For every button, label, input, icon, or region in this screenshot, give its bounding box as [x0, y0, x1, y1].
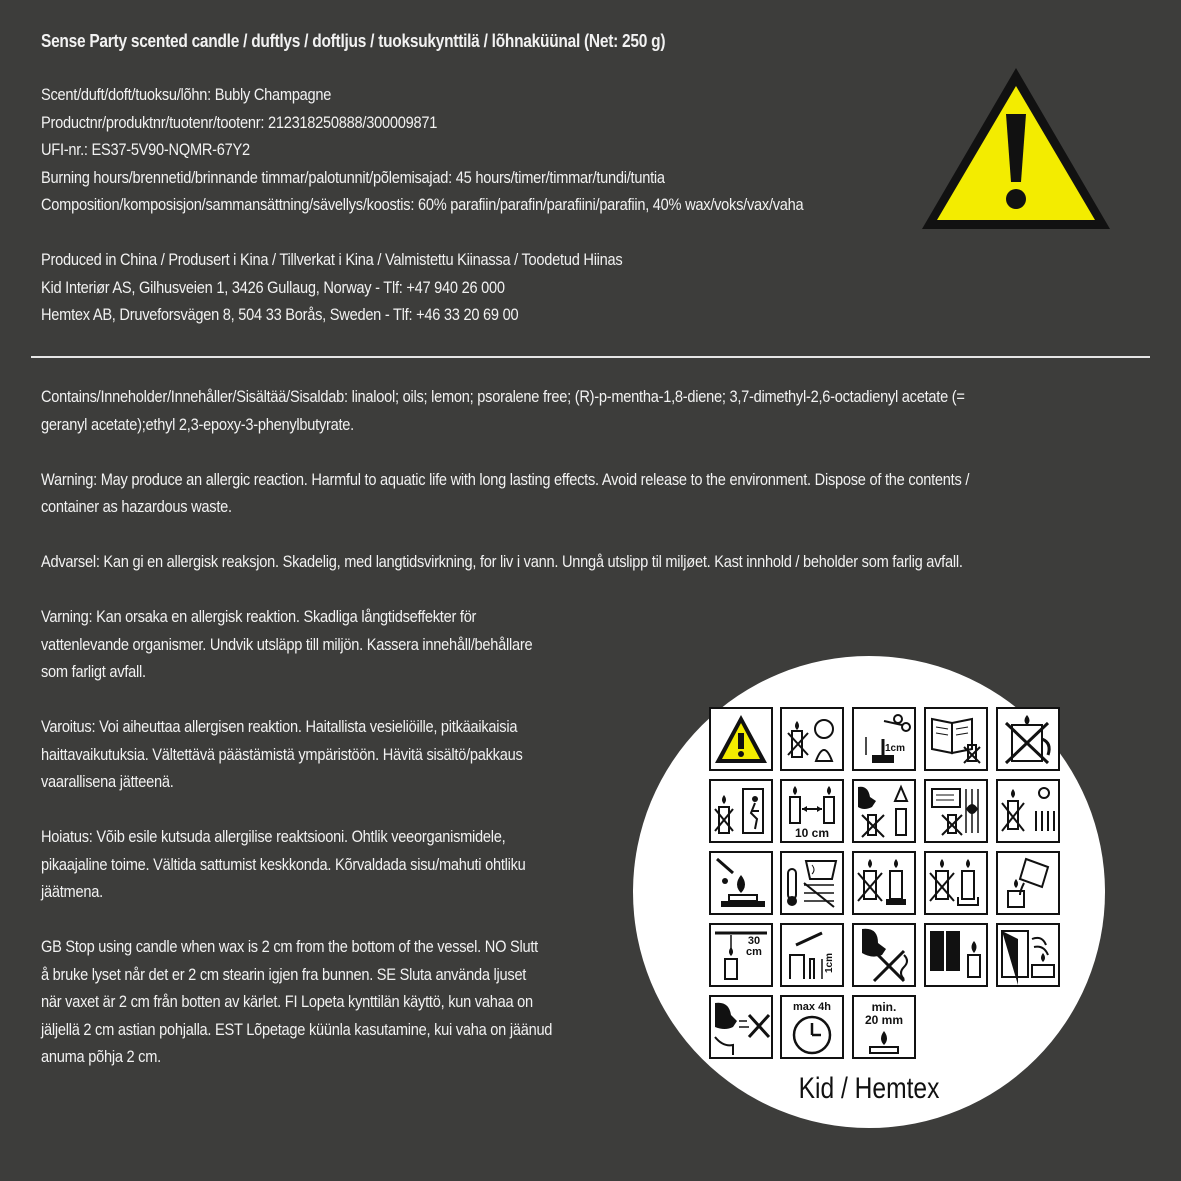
- warning-ee-line: Hoiatus: Võib esile kutsuda allergilise reaktsiooni. Ohtlik veeorganismidele,: [41, 827, 506, 846]
- wax-remaining-label: 1cm: [824, 953, 835, 974]
- min-label-2: 20 mm: [864, 1013, 904, 1027]
- do-not-move-burning-icon: [996, 707, 1060, 771]
- contains-line-1: Contains/Inneholder/Innehåller/Sisältää/Sisaldab: linalool; oils; lemon; psoralene free; (R)-p-mentha-1,8-diene; 3,7-dimethyl-2,6-octadienyl acetate (=: [41, 387, 965, 406]
- warning-pictogram-icon: [709, 707, 773, 771]
- max-burn-time-icon: [780, 995, 844, 1059]
- never-leave-unattended-icon: [709, 779, 773, 843]
- depth-label-number: 30: [747, 935, 761, 947]
- warning-en-line-2: container as hazardous waste.: [41, 497, 232, 516]
- stop-use-line: å bruke lyset når det er 2 cm stearin igjen fra bunnen. SE Sluta använda ljuset: [41, 964, 527, 984]
- warning-fi-line: haittavaikutuksia. Vältettävä päästämistä ympäristöön. Hävitä sisältö/pakkaus: [41, 744, 523, 764]
- warning-fi-line: Varoitus: Voi aiheuttaa allergisen reaktion. Haitallista vesieliöille, pitkäaikaisia: [41, 717, 518, 736]
- composition-line: Composition/komposisjon/sammansättning/sävellys/koostis: 60% parafiin/parafin/parafiini/parafiin, 40% wax/voks/vax/vaha: [41, 195, 804, 214]
- wick-length-label: 1cm: [884, 743, 905, 754]
- stop-use-line: anuma põhja 2 cm.: [41, 1047, 161, 1066]
- scent-line: Scent/duft/doft/tuoksu/lõhn: Bubly Champagne: [41, 85, 332, 104]
- warning-se-line: Varning: Kan orsaka en allergisk reaktion. Skadliga långtidseffekter för: [41, 607, 477, 626]
- read-instructions-icon: [924, 707, 988, 771]
- stop-use-line: när vaxet är 2 cm från botten av kärlet. FI Lopeta kynttilän käyttö, kun vahaa on: [41, 992, 533, 1011]
- warning-en-line-1: Warning: May produce an allergic reaction. Harmful to aquatic life with long lasting effects. Avoid release to the environment. Dispose of the contents /: [41, 469, 970, 489]
- use-heat-resistant-surface-icon: [709, 851, 773, 915]
- no-water-icon: [996, 851, 1060, 915]
- depth-label-unit: cm: [746, 946, 762, 958]
- warning-ee-line: jäätmena.: [41, 882, 103, 901]
- use-candle-holder-icon: [852, 851, 916, 915]
- warning-fi-line: vaarallisena jätteenä.: [41, 772, 174, 791]
- warning-no-line: Advarsel: Kan gi en allergisk reaksjon. Skadelig, med langtidsvirkning, for liv i vann. Unngå utslipp til miljøet. Kast innhold / beholder som farlig avfall.: [41, 552, 963, 571]
- min-pool-diameter-icon: [852, 995, 916, 1059]
- keep-away-from-heat-icon: [996, 779, 1060, 843]
- kid-address-line: Kid Interiør AS, Gilhusveien 1, 3426 Gullaug, Norway - Tlf: +47 940 26 000: [41, 277, 505, 297]
- remaining-wax-icon: [780, 923, 844, 987]
- no-drafts-icon: [780, 851, 844, 915]
- distance-label: 10 cm: [794, 826, 830, 840]
- ufi-line: UFI-nr.: ES37-5V90-NQMR-67Y2: [41, 140, 250, 159]
- warning-se-line: vattenlevande organismer. Undvik utsläpp till miljön. Kassera innehåll/behållare: [41, 634, 533, 654]
- contains-line-2: geranyl acetate);ethyl 2,3-epoxy-3-phenylbutyrate.: [41, 414, 354, 434]
- warning-ee-line: pikaajaline toime. Vältida sattumist keskkonda. Kõrvaldada sisu/mahuti ohtliku: [41, 854, 526, 874]
- keep-away-from-flammables-icon: [852, 779, 916, 843]
- stop-use-line: GB Stop using candle when wax is 2 cm from the bottom of the vessel. NO Slutt: [41, 937, 538, 956]
- stop-use-line: jäljellä 2 cm astian pohjalla. EST Lõpetage küünla kasutamine, kui vaha on jäänud: [41, 1019, 553, 1039]
- fresh-air-icon: [996, 923, 1060, 987]
- do-not-blow-out-icon: [709, 995, 773, 1059]
- distance-between-candles-icon: [780, 779, 844, 843]
- brand-label: Kid / Hemtex: [798, 1072, 940, 1105]
- section-divider: [31, 356, 1150, 358]
- keep-away-from-curtains-icon: [924, 779, 988, 843]
- burning-hours-line: Burning hours/brennetid/brinnande timmar/palotunnit/põlemisajad: 45 hours/timer/timmar/tundi/tuntia: [41, 167, 665, 187]
- avoid-smoke-icon: [852, 923, 916, 987]
- trim-wick-icon: [852, 707, 916, 771]
- product-info-block: [41, 81, 803, 329]
- min-label-1: min.: [871, 1000, 897, 1014]
- productnr-line: Productnr/produktnr/tuotenr/tootenr: 212318250888/300009871: [41, 112, 438, 132]
- hemtex-address-line: Hemtex AB, Druveforsvägen 8, 504 33 Borås, Sweden - Tlf: +46 33 20 69 00: [41, 305, 519, 324]
- origin-line: Produced in China / Produsert i Kina / Tillverkat i Kina / Valmistettu Kiinassa / Toodetud Hiinas: [41, 250, 623, 269]
- warning-triangle-icon: [918, 64, 1114, 234]
- warning-se-line: som farligt avfall.: [41, 662, 146, 681]
- ventilate-room-icon: [924, 923, 988, 987]
- product-title: Sense Party scented candle / duftlys / doftljus / tuoksukynttilä / lõhnaküünal (Net: 250 g): [41, 31, 666, 51]
- keep-from-children-icon: [780, 707, 844, 771]
- min-distance-above-icon: [709, 923, 773, 987]
- upright-position-icon: [924, 851, 988, 915]
- max-burn-label: max 4h: [793, 1001, 831, 1013]
